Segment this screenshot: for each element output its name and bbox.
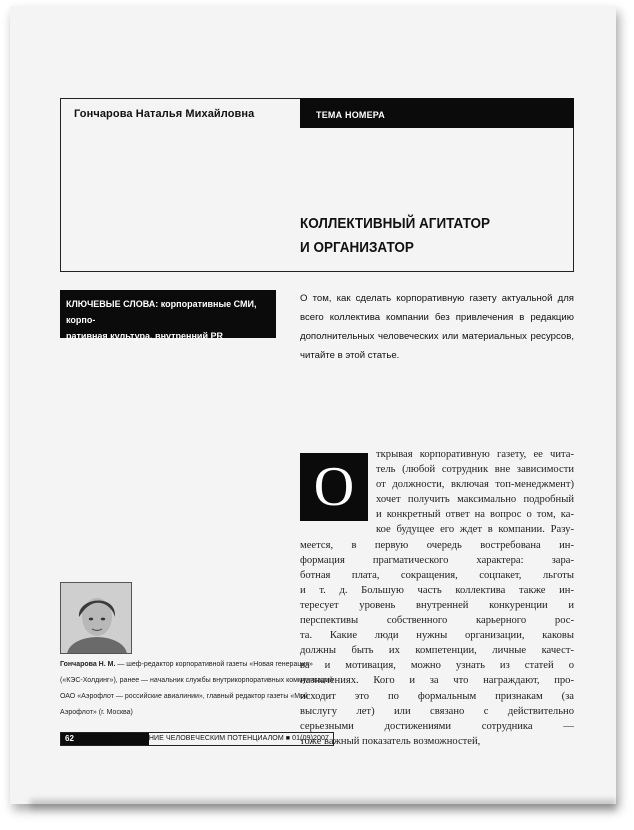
body-line: перспективы собственного карьерного рос- — [300, 615, 574, 627]
author-bio — [60, 657, 334, 721]
body-line: ткрывая корпоративную газету, ее чита- — [376, 449, 574, 460]
body-line: и т. д. Большую часть коллектива также ин- — [300, 584, 574, 596]
page-shadow — [30, 800, 616, 814]
body-line: формация прагматического характера: зара- — [300, 554, 574, 566]
body-line: выслугу лет) или связано с действительно — [300, 705, 574, 717]
keywords-line-1: КЛЮЧЕВЫЕ СЛОВА: корпоративные СМИ, корпо- — [66, 299, 257, 325]
article-body — [300, 447, 574, 749]
body-line: должны быть их компетенции, личные качест- — [300, 645, 574, 657]
author-portrait-icon — [61, 583, 132, 654]
body-line: хочет получить максимально подробный — [376, 494, 574, 506]
body-line: исходит это по формальным признакам (за — [300, 690, 574, 702]
bio-name: Гончарова Н. М. — [60, 661, 116, 668]
keywords-box — [60, 290, 276, 341]
body-line: тересует уровень внутренней конкуренции и — [300, 599, 574, 611]
bio-text: — шеф-редактор корпоративной газеты «Новая генерация» («КЭС-Холдинг»), ранее — начальник службы внутрикорпоративных коммуникаций ОАО «Аэрофлот — российские авиалинии», главный редактор газеты «Мой Аэрофлот» (г. Москва) — [60, 661, 334, 716]
keywords-line-2: ративная культура, внутренний PR — [66, 331, 223, 341]
body-line: тель (любой сотрудник вне зависимости — [376, 464, 574, 476]
body-line: меется, в первую очередь востребована ин- — [300, 539, 574, 551]
body-line: от должности, включая топ-менеджмент) — [376, 479, 574, 491]
author-photo — [60, 582, 132, 654]
body-line: кое будущее его ждет в компании. Разу- — [376, 524, 574, 536]
article-title-line-1: КОЛЛЕКТИВНЫЙ АГИТАТОР — [300, 215, 491, 232]
body-line: и конкретный ответ на вопрос о том, ка- — [376, 509, 574, 521]
body-line: та. Какие люди нужны организации, каковы — [300, 630, 574, 642]
journal-name: УПРАВЛЕНИЕ ЧЕЛОВЕЧЕСКИМ ПОТЕНЦИАЛОМ ■ 01(09)2007 — [116, 735, 329, 742]
page-footer — [60, 732, 334, 746]
article-lead: О том, как сделать корпоративную газету актуальной для всего коллектива компании без привлечения в редакцию дополнительных человеческих или материальных ресурсов, читайте в этой статье. — [300, 293, 574, 361]
body-line: серьезными достижениями сотрудника — — [300, 720, 574, 732]
rubric-label: ТЕМА НОМЕРА — [316, 110, 385, 120]
author-name: Гончарова Наталья Михайловна — [74, 108, 255, 120]
article-title — [300, 212, 543, 260]
body-line: ва и мотивация, можно узнать из статей о — [300, 660, 574, 672]
drop-cap: О — [300, 453, 368, 521]
body-line: ботная плата, сокращения, соцпакет, льготы — [300, 569, 574, 581]
article-title-line-2: И ОРГАНИЗАТОР — [300, 239, 414, 256]
page-number: 62 — [61, 733, 149, 745]
body-line: назначениях. Кого и за что награждают, про- — [300, 675, 574, 687]
body-line: тоже важный показатель возможностей, — [300, 735, 481, 747]
